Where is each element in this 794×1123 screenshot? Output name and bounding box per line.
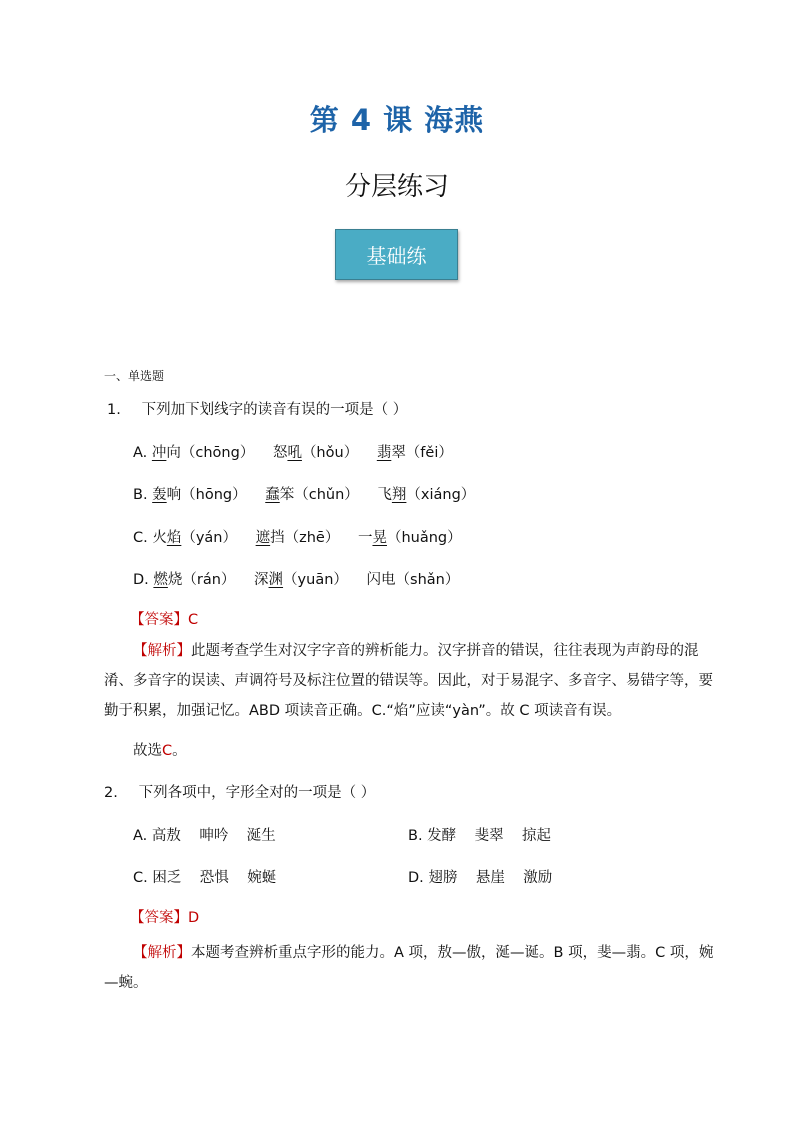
option-letter: B.: [133, 487, 148, 503]
option-item: 深渊（yuān）: [254, 572, 348, 588]
question-2-stem: [104, 781, 375, 802]
section-heading: 一、单选题: [104, 369, 165, 383]
option-item: 火焰（yán）: [152, 530, 238, 546]
q1-analysis: [104, 636, 716, 726]
analysis-text: 本题考查辨析重点字形的能力。A 项，敖—傲，涎—诞。B 项，斐—翡。C 项，婉—蜿。: [104, 945, 714, 991]
option-item: 蠢笨（chǔn）: [265, 487, 359, 503]
option-item: 翡翠（fěi）: [376, 445, 453, 461]
page-subtitle: 分层练习: [344, 172, 449, 202]
option-item: 闪电（shǎn）: [366, 572, 460, 588]
q1-option-a: [133, 441, 467, 462]
q2-option-a: A. 高敖 呻吟 涎生: [133, 828, 276, 844]
analysis-label: 【解析】: [133, 643, 191, 659]
question-number: 1.: [107, 402, 121, 418]
answer-label: 【答案】: [130, 612, 188, 628]
option-item: 轰响（hōng）: [152, 487, 247, 503]
section-badge: 基础练: [335, 229, 458, 280]
q2-option-d: D. 翅膀 悬崖 激励: [408, 870, 553, 886]
q2-analysis: [104, 938, 716, 998]
q1-answer: [130, 608, 198, 629]
question-text: 下列加下划线字的读音有误的一项是（ ）: [141, 402, 408, 418]
option-item: 燃烧（rán）: [153, 572, 236, 588]
option-letter: A.: [133, 445, 148, 461]
question-text: 下列各项中，字形全对的一项是（ ）: [138, 785, 376, 801]
analysis-text: 此题考查学生对汉字字音的辨析能力。汉字拼音的错误，往往表现为声韵母的混淆、多音字的误读、声调符号及标注位置的错误等。因此，对于易混字、多音字、易错字等，要勤于积累，加强记忆。ABD 项读音正确。C.“焰”应读“yàn”。故 C 项读音有误。: [104, 643, 713, 719]
option-letter: C.: [133, 530, 148, 546]
option-letter: D.: [133, 572, 149, 588]
answer-value: D: [188, 910, 200, 926]
question-1-stem: [107, 398, 407, 419]
option-item: 一晃（huǎng）: [357, 530, 462, 546]
option-item: 怒吼（hǒu）: [272, 445, 359, 461]
q2-option-c: C. 困乏 恐惧 婉蜒: [133, 870, 277, 886]
option-item: 冲向（chōng）: [151, 445, 255, 461]
analysis-label: 【解析】: [133, 945, 191, 961]
q1-option-b: [133, 483, 489, 504]
option-item: 飞翔（xiáng）: [377, 487, 476, 503]
question-number: 2.: [104, 785, 118, 801]
answer-value: C: [188, 612, 199, 628]
answer-label: 【答案】: [130, 910, 188, 926]
q1-option-d: [133, 568, 473, 589]
lesson-title: 第 4 课 海燕: [309, 103, 485, 137]
q1-conclusion: 故选C。: [133, 743, 187, 759]
option-item: 遮挡（zhē）: [255, 530, 340, 546]
q2-option-b: B. 发酵 斐翠 掠起: [408, 828, 552, 844]
q1-option-c: [133, 526, 476, 547]
q2-answer: [130, 906, 199, 927]
